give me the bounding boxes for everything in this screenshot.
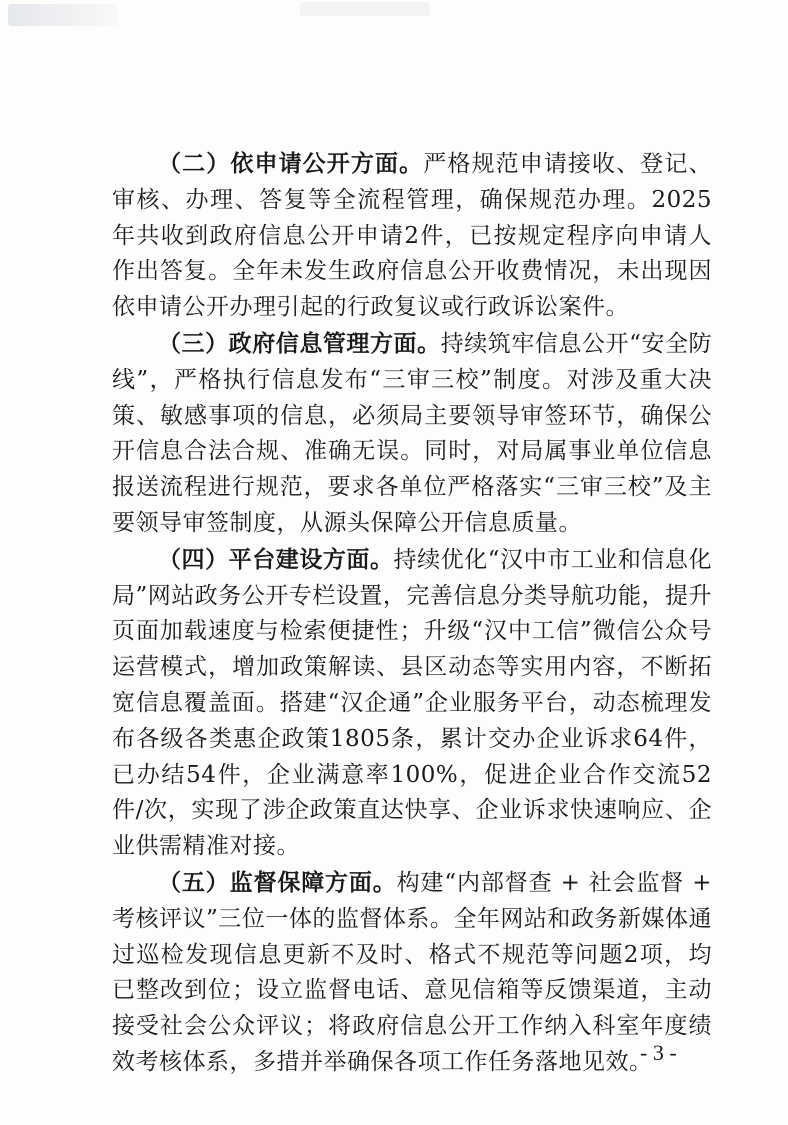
paragraph-heading: （四）平台建设方面。 [158, 545, 394, 573]
paragraph-heading: （二）依申请公开方面。 [158, 150, 424, 177]
paragraph-text: 持续优化“汉中市工业和信息化局”网站政务公开专栏设置，完善信息分类导航功能，提升页面加载速度与检索便捷性；升级“汉中工信”微信公众号运营模式，增加政策解读、县区动态等实用内容，不断拓宽信息覆盖面。搭建“汉企通”企业服务平台，动态梳理发布各级各类惠企政策1805条，累计交办企业诉求64件，已办结54件，企业满意率100%，促进企业合作交流52件/次，实现了涉企政策直达快享、企业诉求快速响应、企业供需精准对接。 [112, 546, 713, 860]
paragraph-platform-construction [112, 542, 712, 865]
paragraph-heading: （三）政府信息管理方面。 [158, 329, 441, 357]
scan-artifact [300, 2, 430, 16]
paragraph-text: 持续筑牢信息公开“安全防线”，严格执行信息发布“三审三校”制度。对涉及重大决策、敏感事项的信息，必须局主要领导审签环节，确保公开信息合法合规、准确无误。同时，对局属事业单位信息报送流程进行规范，要求各单位严格落实“三审三校”及主要领导审签制度，从源头保障公开信息质量。 [112, 330, 713, 536]
paragraph-heading: （五）监督保障方面。 [158, 868, 397, 896]
paragraph-information-management [112, 326, 712, 542]
paragraph-application-disclosure [112, 146, 712, 326]
document-body [112, 146, 712, 1081]
scan-artifact [8, 4, 118, 26]
page-number: - 3 - [640, 1040, 677, 1065]
paragraph-text: 严格规范申请接收、登记、审核、办理、答复等全流程管理，确保规范办理。2025年共收到政府信息公开申请2件，已按规定程序向申请人作出答复。全年未发生政府信息公开收费情况，未出现因依申请公开办理引起的行政复议或行政诉讼案件。 [112, 151, 713, 321]
paragraph-text: 构建“内部督查 + 社会监督 + 考核评议”三位一体的监督体系。全年网站和政务新媒体通过巡检发现信息更新不及时、格式不规范等问题2项，均已整改到位；设立监督电话、意见信箱等反馈渠道，主动接受社会公众评议；将政府信息公开工作纳入科室年度绩效考核体系，多措并举确保各项工作任务落地见效。 [112, 869, 713, 1075]
paragraph-supervision [112, 865, 712, 1081]
